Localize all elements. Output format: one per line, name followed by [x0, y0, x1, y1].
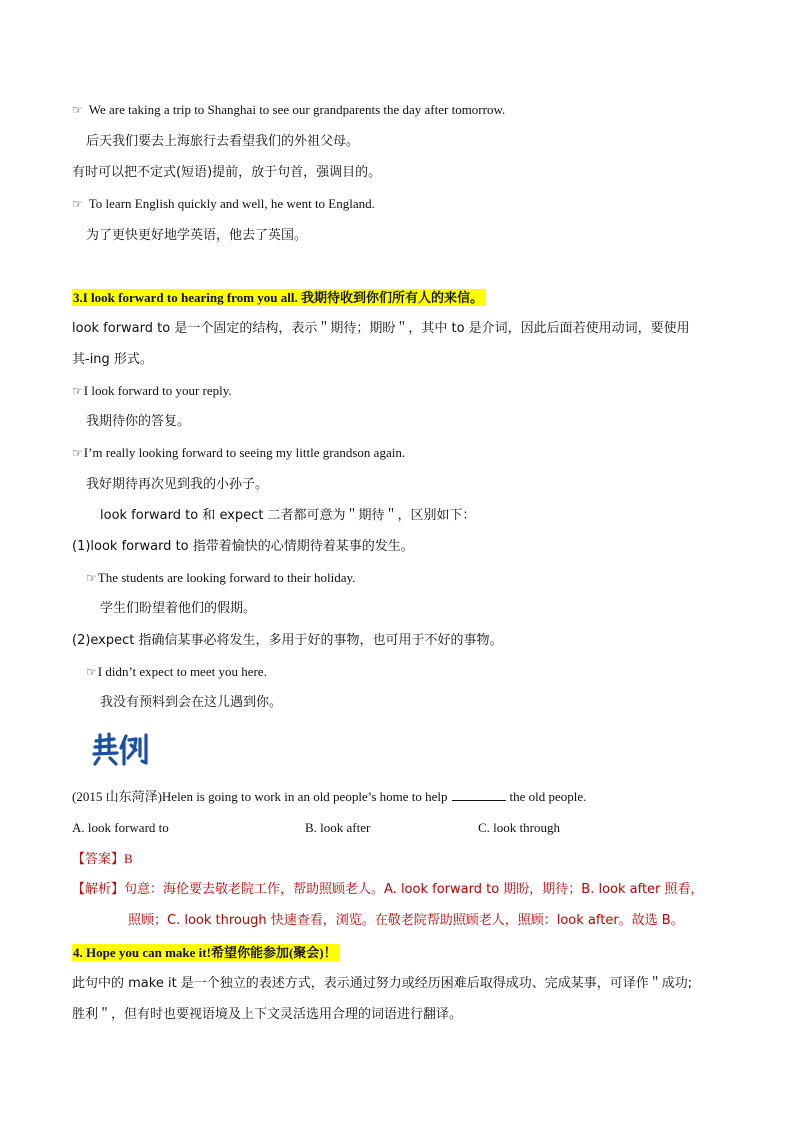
pointing-hand-icon: ☞ [72, 103, 83, 117]
analysis-line: 【解析】句意：海伦要去敬老院工作，帮助照顾老人。A. look forward to 期盼，期待；B. look after 照看， [72, 882, 704, 897]
explanation-line: 此句中的 make it 是一个独立的表述方式，表示通过努力或经历困难后取得成功、完成某事，可译作＂成功; [72, 976, 693, 991]
usage-note: 有时可以把不定式(短语)提前，放于句首，强调目的。 [72, 165, 382, 180]
section-heading: 4. Hope you can make it!希望你能参加(聚会)！ [72, 943, 340, 964]
comparison-intro: look forward to 和 expect 二者都可意为＂期待＂，区别如下： [100, 508, 476, 523]
question-stem: (2015 山东菏泽)Helen is going to work in an old people’s home to help the old people. [72, 789, 587, 804]
example-translation-zh: 我没有预料到会在这儿遇到你。 [100, 695, 283, 710]
pointing-hand-icon: ☞ [86, 665, 97, 679]
example-translation-zh: 后天我们要去上海旅行去看望我们的外祖父母。 [86, 134, 360, 149]
pointing-hand-icon: ☞ [86, 571, 97, 585]
example-sentence-en: ☞The students are looking forward to their holiday. [86, 568, 355, 588]
point-one: (1)look forward to 指带着愉快的心情期待着某事的发生。 [72, 539, 414, 554]
pointing-hand-icon: ☞ [72, 384, 83, 398]
explanation-line: 胜利＂，但有时也要视语境及上下文灵活选用合理的词语进行翻译。 [72, 1007, 463, 1022]
example-sentence-en: ☞I look forward to your reply. [72, 381, 232, 401]
example-translation-zh: 我好期待再次见到我的小孙子。 [86, 477, 269, 492]
example-logo-icon [90, 731, 150, 767]
section-heading: 3.I look forward to hearing from you all. 我期待收到你们所有人的来信。 [72, 288, 486, 309]
option-a: A. look forward to [72, 820, 169, 835]
example-sentence-en: ☞I’m really looking forward to seeing my little grandson again. [72, 443, 405, 463]
example-sentence-en: ☞ We are taking a trip to Shanghai to see our grandparents the day after tomorrow. [72, 100, 505, 120]
example-translation-zh: 我期待你的答复。 [86, 414, 191, 429]
answer-line: 【答案】B [72, 851, 133, 867]
explanation-line: 其-ing 形式。 [72, 352, 153, 367]
option-c: C. look through [478, 820, 560, 835]
analysis-line: 照顾；C. look through 快速查看，浏览。在敬老院帮助照顾老人，照顾：look after。故选 B。 [128, 913, 684, 928]
option-b: B. look after [305, 820, 371, 835]
pointing-hand-icon: ☞ [72, 446, 83, 460]
example-translation-zh: 学生们盼望着他们的假期。 [100, 601, 257, 616]
answer-blank [452, 788, 506, 801]
point-two: (2)expect 指确信某事必将发生，多用于好的事物，也可用于不好的事物。 [72, 633, 503, 648]
example-translation-zh: 为了更快更好地学英语，他去了英国。 [86, 228, 308, 243]
explanation-line: look forward to 是一个固定的结构，表示＂期待；期盼＂，其中 to 是介词，因此后面若使用动词，要使用 [72, 321, 690, 336]
pointing-hand-icon: ☞ [72, 197, 83, 211]
example-sentence-en: ☞I didn’t expect to meet you here. [86, 662, 267, 682]
example-sentence-en: ☞ To learn English quickly and well, he went to England. [72, 194, 375, 214]
